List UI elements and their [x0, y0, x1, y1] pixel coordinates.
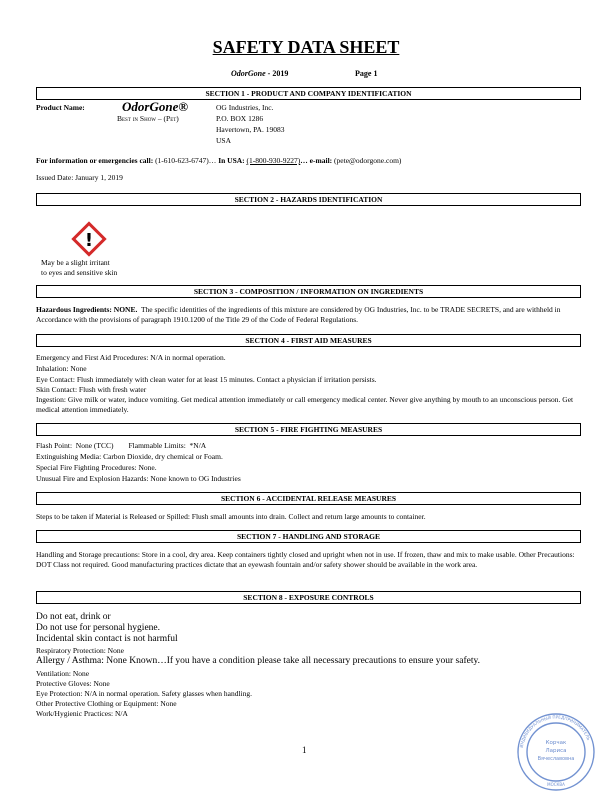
- header-product: [231, 69, 288, 78]
- first-aid-line: Skin Contact: Flush with fresh water: [36, 385, 147, 394]
- info-label: For information or emergencies call:: [36, 156, 154, 165]
- company-name: OG Industries, Inc.: [216, 103, 274, 112]
- first-aid-line: Emergency and First Aid Procedures: N/A in normal operation.: [36, 353, 226, 362]
- exposure-large-line: Incidental skin contact is not harmful: [36, 634, 178, 644]
- hazardous-ingredients-lead: Hazardous Ingredients: NONE.: [36, 305, 138, 314]
- stamp-line-1: Корчак: [545, 740, 567, 746]
- release-text: Steps to be taken if Material is Released or Spilled: Flush small amounts into drain. Collect and return large amounts to container.: [36, 512, 426, 521]
- exposure-large-line: Do not use for personal hygiene.: [36, 623, 160, 633]
- exclamation-hazard-icon: [71, 221, 107, 257]
- first-aid-line: Inhalation: None: [36, 364, 87, 373]
- stamp-line-3: Вячеславовна: [537, 756, 575, 762]
- header-page-label: Page 1: [355, 69, 378, 78]
- ingestion-text: Ingestion: Give milk or water, induce vomiting. Get medical attention immediately or call emergency medical center. Never give anything by mouth to an unconscious person. Get medical attention immediately.: [36, 395, 574, 414]
- fire-line: Extinguishing Media: Carbon Dioxide, dry chemical or Foam.: [36, 452, 223, 461]
- company-pobox: P.O. BOX 1286: [216, 114, 264, 123]
- first-aid-line: Eye Contact: Flush immediately with clean water for at least 15 minutes. Contact a physician if irritation persists.: [36, 375, 377, 384]
- exposure-line: Protective Gloves: None: [36, 679, 110, 688]
- exposure-line: Eye Protection: N/A in normal operation. Safety glasses when handling.: [36, 689, 252, 698]
- product-name-label: Product Name:: [36, 103, 85, 112]
- allergy-line: Allergy / Asthma: None Known…If you have a condition please take all necessary precautions to ensure your safety.: [36, 656, 480, 666]
- respiratory-protection: Respiratory Protection: None: [36, 646, 124, 655]
- email-label: … e-mail:: [300, 156, 333, 165]
- brand-name: OdorGone®: [122, 99, 189, 114]
- usa-phone: (1-800-930-9227): [246, 156, 301, 165]
- exposure-large-line: Do not eat, drink or: [36, 612, 111, 622]
- exclamation-symbol: !: [84, 230, 94, 251]
- info-phone: (1-610-623-6747)…: [155, 156, 217, 165]
- composition-text: [36, 305, 581, 325]
- section-2-header: SECTION 2 - HAZARDS IDENTIFICATION: [36, 193, 581, 206]
- best-in-show: Best in Show – (Pet): [117, 114, 179, 123]
- fire-line: Special Fire Fighting Procedures: None.: [36, 463, 157, 472]
- company-city: Havertown, PA. 19083: [216, 125, 285, 134]
- exposure-line: Other Protective Clothing or Equipment: None: [36, 699, 177, 708]
- usa-colon: :: [242, 156, 245, 165]
- hazard-line-2: to eyes and sensitive skin: [41, 268, 118, 277]
- section-5-header: SECTION 5 - FIRE FIGHTING MEASURES: [36, 423, 581, 436]
- usa-label: In USA: [218, 156, 243, 165]
- stamp-city: МОСКВА: [547, 782, 565, 787]
- seal-stamp: [516, 712, 596, 792]
- contact-line: [36, 156, 401, 166]
- exposure-line: Work/Hygienic Practices: N/A: [36, 709, 128, 718]
- page-title: SAFETY DATA SHEET: [212, 37, 400, 57]
- fire-line: Unusual Fire and Explosion Hazards: None known to OG Industries: [36, 474, 241, 483]
- section-6-header: SECTION 6 - ACCIDENTAL RELEASE MEASURES: [36, 492, 581, 505]
- handling-text: Handling and Storage precautions: Store in a cool, dry area. Keep containers tightly closed and upright when not in use. If frozen, thaw and mix to make usable. Other Precautions: DOT Class not required. Good manufacturing practices dictate that an eyewash fountain and/or safety shower should be available in the work area.: [36, 550, 575, 569]
- section-4-header: SECTION 4 - FIRST AID MEASURES: [36, 334, 581, 347]
- fire-line: Flash Point: None (TCC) Flammable Limits: *N/A: [36, 441, 207, 450]
- exposure-line: Ventilation: None: [36, 669, 90, 678]
- composition-body: The specific identities of the ingredients of this mixture are considered by OG Industries, Inc. to be TRADE SECRETS, and are withheld in Accordance with the provisions of paragraph 1910.1200 of the Title 29 of the Code of Federal Regulations.: [36, 305, 561, 324]
- header-year: - 2019: [265, 69, 289, 78]
- header-product-name: OdorGone: [231, 69, 266, 78]
- section-7-header: SECTION 7 - HANDLING AND STORAGE: [36, 530, 581, 543]
- stamp-ring-path: ИНДИВИДУАЛЬНЫЙ ПРЕДПРИНИМАТЕЛЬ: [518, 714, 592, 748]
- email-address: (pete@odorgone.com): [334, 156, 402, 165]
- page-number: 1: [302, 745, 307, 755]
- hazard-line-1: May be a slight irritant: [41, 258, 110, 267]
- section-8-header: SECTION 8 - EXPOSURE CONTROLS: [36, 591, 581, 604]
- company-country: USA: [216, 136, 232, 145]
- section-3-header: SECTION 3 - COMPOSITION / INFORMATION ON INGREDIENTS: [36, 285, 581, 298]
- issued-date: Issued Date: January 1, 2019: [36, 173, 123, 182]
- stamp-line-2: Лариса: [545, 748, 567, 754]
- section-1-header: SECTION 1 - PRODUCT AND COMPANY IDENTIFICATION: [36, 87, 581, 100]
